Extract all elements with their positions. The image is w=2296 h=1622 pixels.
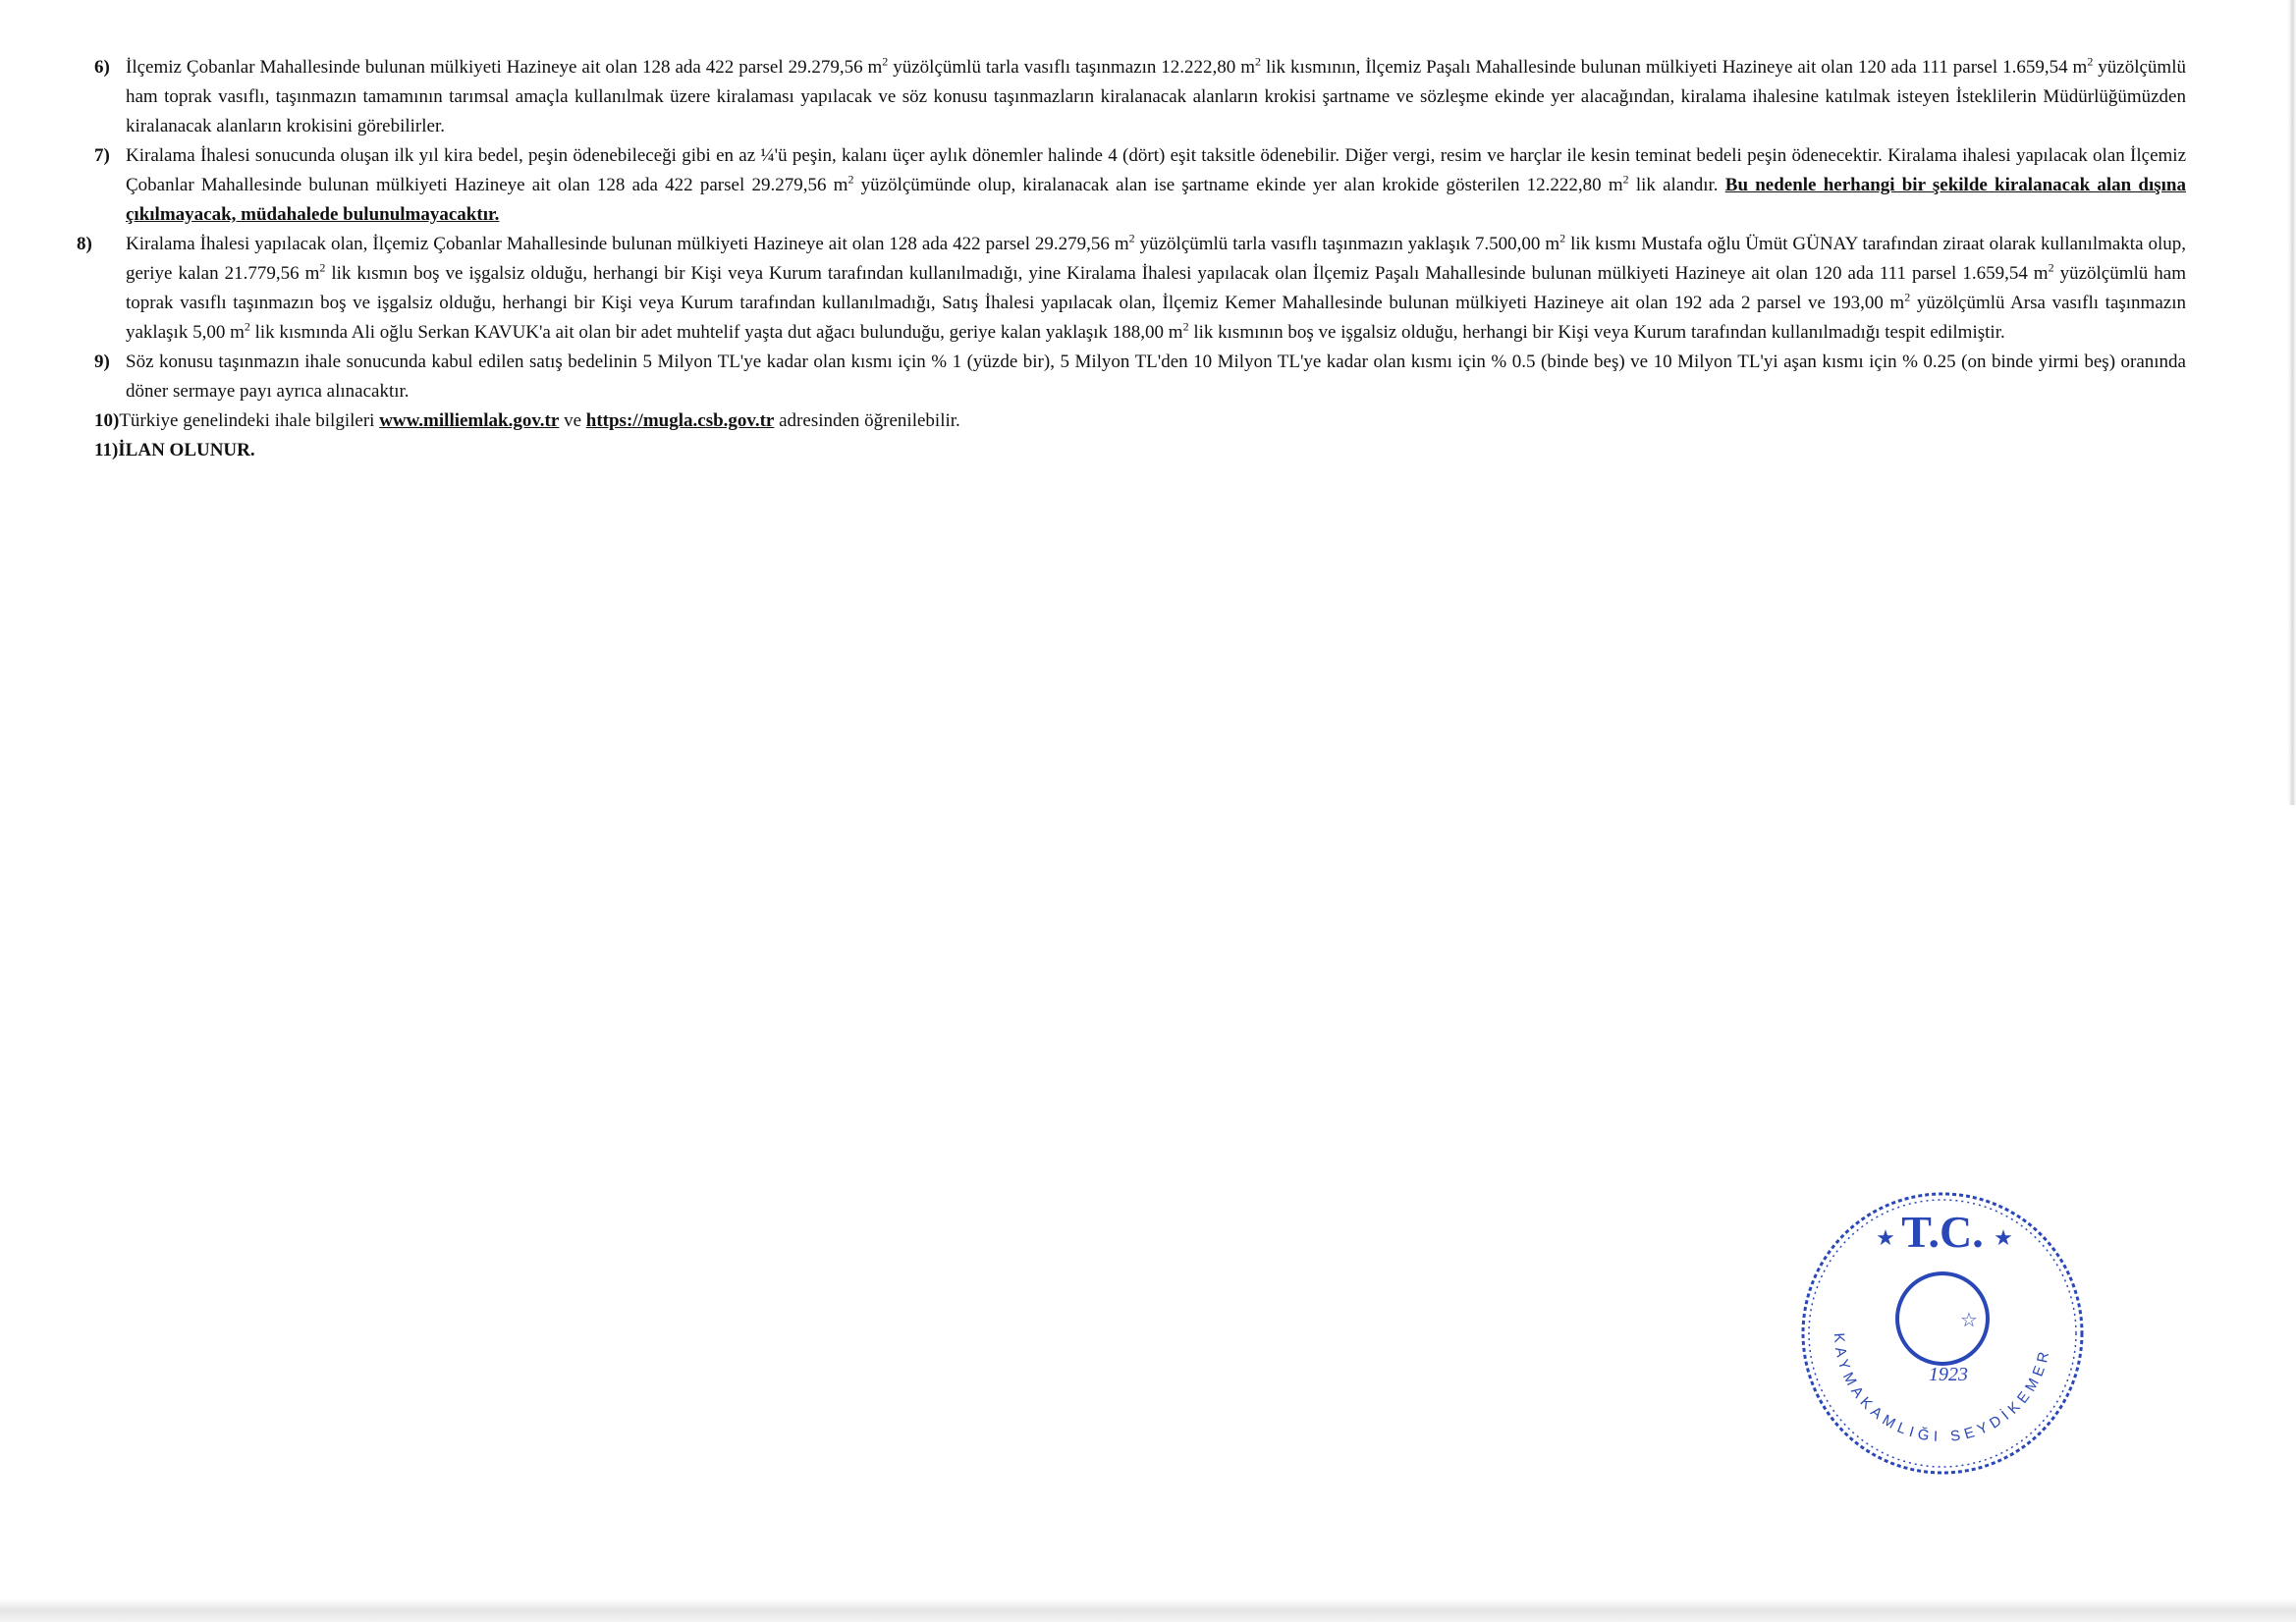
item-number: 11) (94, 440, 119, 460)
superscript: 2 (847, 172, 854, 187)
mugla-csb-link[interactable]: https://mugla.csb.gov.tr (585, 410, 775, 431)
item-8 (73, 230, 2186, 348)
text-segment: lik kısmının boş ve işgalsiz olduğu, herhangi bir Kişi veya Kurum tarafından kullanılmadığı tespit edilmiştir. (1188, 322, 2005, 343)
text-segment: yüzölçümlü ham toprak vasıflı taşınmazın boş ve işgalsiz olduğu, herhangi bir Kişi veya Kurum tarafından kullanılmadığı, Satış İhalesi yapılacak olan, İlçemiz Kemer Mahallesinde bulunan mülkiyeti Hazineye ait olan 192 ada 2 parsel ve 193,00 m (126, 263, 2186, 313)
item-10 (73, 406, 2186, 436)
text-segment: yüzölçümlü tarla vasıflı taşınmazın yaklaşık 7.500,00 m (1134, 234, 1560, 254)
item-body (126, 231, 2186, 343)
text-segment: Kiralama İhalesi yapılacak olan, İlçemiz Çobanlar Mahallesinde bulunan mülkiyeti Hazineye ait olan 128 ada 422 parsel 29.279,56 m (126, 234, 1129, 254)
text-segment: lik alandır. (1628, 175, 1725, 195)
announcement-text (73, 53, 2186, 465)
item-6 (73, 53, 2186, 141)
scan-edge-bottom (0, 1598, 2296, 1622)
text-segment: lik kısmının, İlçemiz Paşalı Mahallesinde bulunan mülkiyeti Hazineye ait olan 120 ada 111 parsel 1.659,54 m (1261, 57, 2088, 78)
item-number: 7) (94, 145, 110, 166)
superscript: 2 (244, 319, 250, 334)
text-segment: İlçemiz Çobanlar Mahallesinde bulunan mülkiyeti Hazineye ait olan 128 ada 422 parsel 29.279,56 m (126, 57, 883, 78)
seal-ring-textpath: KAYMAKAMLIĞI SEYDİKEMER (1830, 1331, 2054, 1446)
item-10-prefix: Türkiye genelindeki ihale bilgileri (119, 410, 380, 431)
superscript: 2 (2087, 54, 2094, 69)
item-11 (73, 436, 2186, 465)
item-body (126, 351, 2186, 402)
superscript: 2 (1559, 231, 1566, 245)
text-segment: lik kısmın boş ve işgalsiz olduğu, herhangi bir Kişi veya Kurum tarafından kullanılmadığı, yine Kiralama İhalesi yapılacak olan İlçemiz Paşalı Mahallesinde bulunan mülkiyeti Hazineye ait olan 120 ada 111 parsel 1.659,54 m (325, 263, 2049, 284)
milliemlak-link[interactable]: www.milliemlak.gov.tr (379, 410, 560, 431)
superscript: 2 (319, 260, 326, 275)
text-segment: lik kısmında Ali oğlu Serkan KAVUK'a ait olan bir adet muhtelif yaşta dut ağacı bulunduğu, geriye kalan yaklaşık 188,00 m (249, 322, 1183, 343)
item-7 (73, 141, 2186, 230)
item-10-middle: ve (559, 410, 586, 431)
text-segment: Kiralama İhalesi sonucunda oluşan ilk yıl kira bedel, peşin ödenebileceği gibi en az ¼'ü peşin, kalanı üçer aylık dönemler halinde 4 (dört) eşit taksitle ödenebilir. Diğer vergi, resim ve harçlar ile kesin teminat bedeli peşin ödenecektir. Kiralama ihalesi yapılacak olan İlçemiz Çobanlar Mahallesinde bulunan mülkiyeti Hazineye ait olan 128 ada 422 parsel 29.279,56 m (126, 145, 2186, 195)
item-number: 8) (77, 234, 92, 254)
item-9 (73, 348, 2186, 406)
text-segment: yüzölçümünde olup, kiralanacak alan ise şartname ekinde yer alan krokide gösterilen 12.222,80 m (853, 175, 1623, 195)
item-number: 10) (94, 410, 120, 431)
text-segment: yüzölçümlü ham toprak vasıflı, taşınmazın tamamının tarımsal amaçla kullanılmak üzere kiralaması yapılacak ve söz konusu taşınmazların kiralanacak alanların krokisi şartname ve sözleşme ekinde yer alacağından, kiralama ihalesine katılmak isteyen İsteklilerin Müdürlüğümüzden kiralanacak alanların krokisini görebilirler. (126, 57, 2186, 136)
superscript: 2 (1128, 231, 1135, 245)
superscript: 2 (1904, 290, 1911, 304)
svg-text:☆: ☆ (1960, 1310, 1978, 1331)
superscript: 2 (2048, 260, 2054, 275)
superscript: 2 (1182, 319, 1189, 334)
closing-statement: İLAN OLUNUR. (118, 440, 255, 460)
seal-star-right-icon: ★ (1994, 1225, 2013, 1250)
text-segment: yüzölçümlü tarla vasıflı taşınmazın 12.222,80 m (888, 57, 1256, 78)
scan-edge-right (2288, 0, 2296, 805)
seal-ring-text (1831, 1332, 2053, 1445)
item-10-suffix: adresinden öğrenilebilir. (774, 410, 960, 431)
seal-year: 1923 (1929, 1364, 1968, 1385)
emphasized-warning: Bu nedenle herhangi bir şekilde kiralanacak alan dışına çıkılmayacak, müdahalede bulunulmayacaktır. (126, 175, 2186, 225)
text-segment: Söz konusu taşınmazın ihale sonucunda kabul edilen satış bedelinin 5 Milyon TL'ye kadar olan kısmı için % 1 (yüzde bir), 5 Milyon TL'den 10 Milyon TL'ye kadar olan kısmı için % 0.5 (binde beş) ve 10 Milyon TL'yi aşan kısmı için % 0.25 (on binde yirmi beş) oranında döner sermaye payı ayrıca alınacaktır. (126, 351, 2186, 402)
superscript: 2 (1255, 54, 1262, 69)
superscript: 2 (1622, 172, 1629, 187)
seal-star-left-icon: ★ (1876, 1225, 1895, 1250)
item-body (126, 54, 2186, 136)
crescent-star-icon (1897, 1273, 1988, 1364)
superscript: 2 (882, 54, 889, 69)
text-segment: lik kısmı Mustafa oğlu Ümüt GÜNAY tarafından ziraat olarak kullanılmakta olup, geriye kalan 21.779,56 m (126, 234, 2186, 284)
official-seal (1795, 1186, 2090, 1481)
seal-top-text: T.C. (1901, 1207, 1984, 1257)
item-number: 9) (94, 351, 110, 372)
text-segment: yüzölçümlü Arsa vasıflı taşınmazın yaklaşık 5,00 m (126, 293, 2186, 343)
item-number: 6) (94, 57, 110, 78)
item-body (126, 145, 2186, 225)
